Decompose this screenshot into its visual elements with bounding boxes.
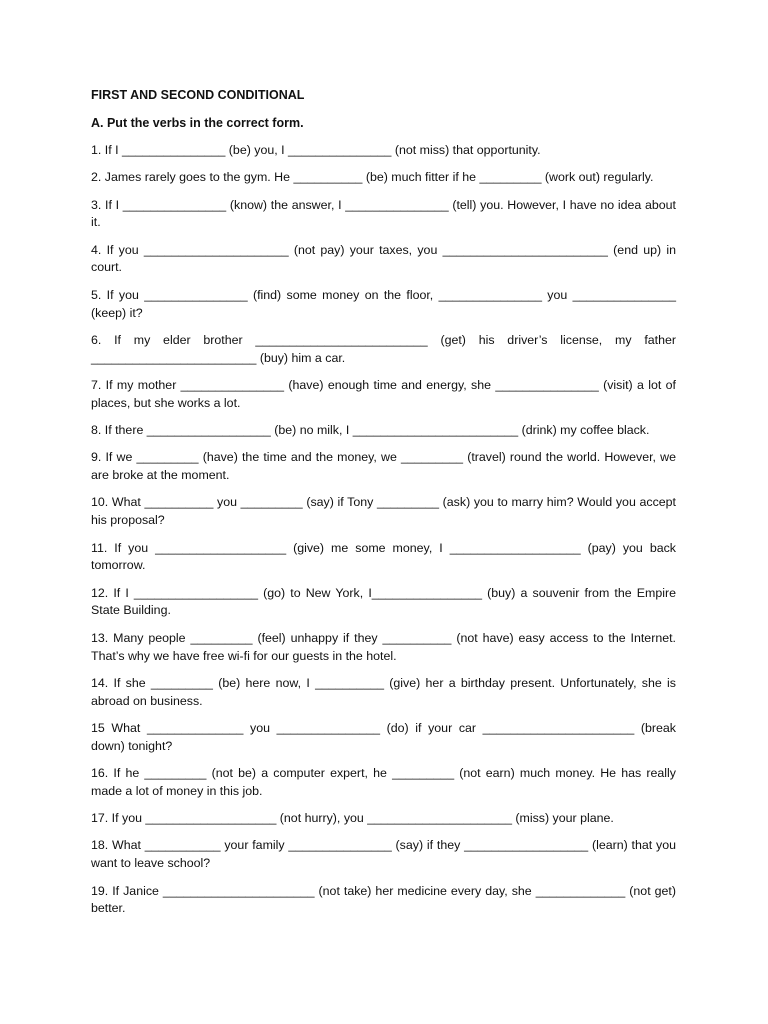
exercise-item-8: 8. If there __________________ (be) no milk, I ________________________ (drink) my coffee black. [91, 423, 650, 438]
exercise-item-3: 3. If I _______________ (know) the answer, I _______________ (tell) you. However, I have no idea about it. [91, 197, 676, 230]
exercise-item-16: 16. If he _________ (not be) a computer expert, he _________ (not earn) much money. He has really made a lot of money in this job. [91, 766, 676, 798]
exercise-item-9: 9. If we _________ (have) the time and the money, we _________ (travel) round the world. However, we are broke at the moment. [91, 450, 676, 483]
exercise-item-14: 14. If she _________ (be) here now, I __________ (give) her a birthday present. Unfortunately, she is abroad on business. [91, 675, 676, 708]
exercise-item-19: 19. If Janice ______________________ (not take) her medicine every day, she _____________ (not get) better. [91, 883, 676, 916]
exercise-item-4: 4. If you _____________________ (not pay) your taxes, you ________________________ (end up) in court. [91, 242, 676, 275]
exercise-item-17: 17. If you ___________________ (not hurry), you _____________________ (miss) your plane. [91, 811, 614, 826]
exercise-item-10: 10. What __________ you _________ (say) if Tony _________ (ask) you to marry him? Would you accept his proposal? [91, 495, 676, 528]
exercise-item-5: 5. If you _______________ (find) some money on the floor, _______________ you _______________ (keep) it? [91, 287, 676, 320]
exercise-item-6: 6. If my elder brother _________________________ (get) his driver’s license, my father ________________________ (buy) him a car. [91, 332, 676, 365]
exercise-list [91, 142, 676, 918]
exercise-item-1: 1. If I _______________ (be) you, I _______________ (not miss) that opportunity. [91, 143, 541, 157]
exercise-item-15: 15 What ______________ you _______________ (do) if your car ______________________ (break down) tonight? [91, 720, 676, 753]
exercise-item-13: 13. Many people _________ (feel) unhappy if they __________ (not have) easy access to the Internet. That’s why we have free wi-fi for our guests in the hotel. [91, 630, 676, 663]
worksheet-title: FIRST AND SECOND CONDITIONAL [91, 88, 305, 102]
exercise-item-7: 7. If my mother _______________ (have) enough time and energy, she _______________ (visit) a lot of places, but she works a lot. [91, 377, 676, 410]
exercise-item-12: 12. If I __________________ (go) to New York, I________________ (buy) a souvenir from the Empire State Building. [91, 585, 676, 618]
exercise-item-18: 18. What ___________ your family _______________ (say) if they __________________ (learn) that you want to leave school? [91, 838, 676, 871]
exercise-item-11: 11. If you ___________________ (give) me some money, I ___________________ (pay) you back tomorrow. [91, 540, 676, 573]
exercise-item-2: 2. James rarely goes to the gym. He __________ (be) much fitter if he _________ (work out) regularly. [91, 170, 654, 185]
exercise-instruction: A. Put the verbs in the correct form. [91, 116, 304, 130]
